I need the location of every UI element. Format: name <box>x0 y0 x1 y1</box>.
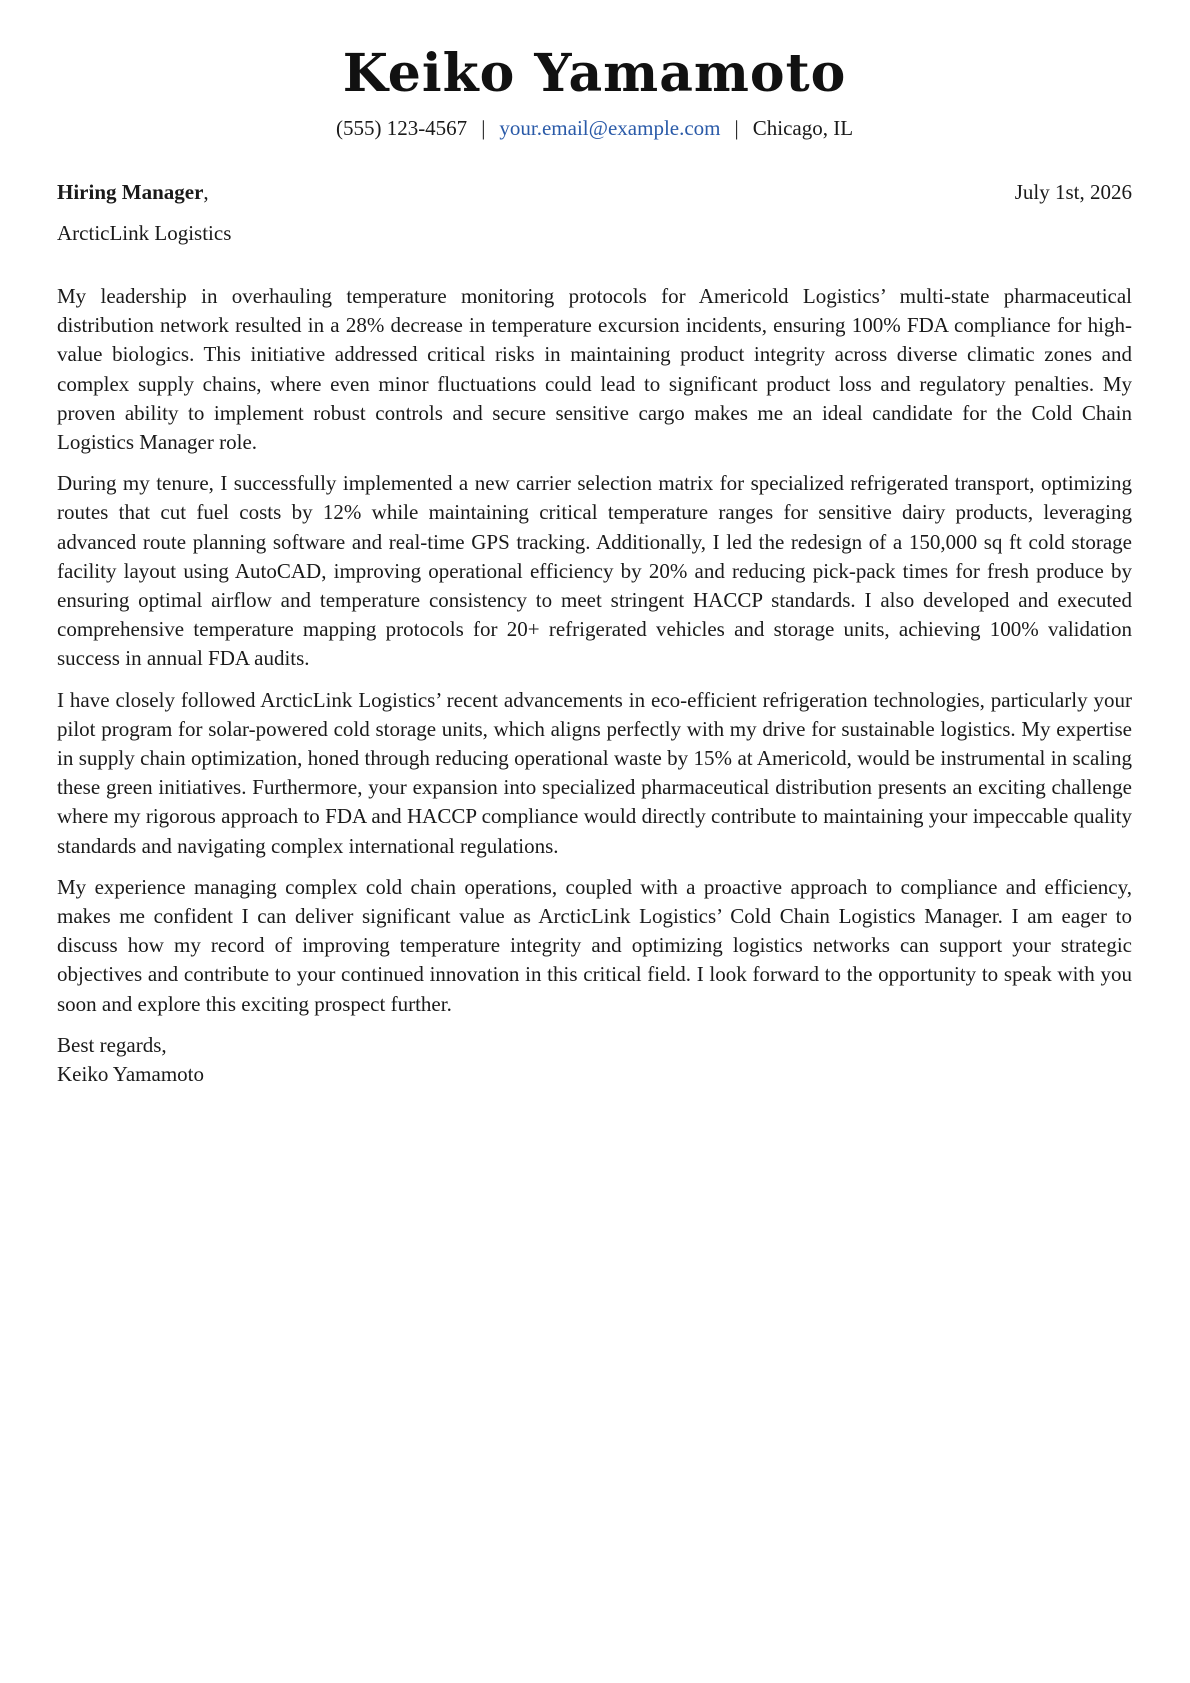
applicant-name: Keiko Yamamoto <box>342 43 847 104</box>
letter-date: July 1st, 2026 <box>1014 180 1132 204</box>
body-paragraph: I have closely followed ArcticLink Logistics’ recent advancements in eco-efficient refrigeration technologies, particularly your pilot program for solar-powered cold storage units, which aligns perfectly with my drive for sustainable logistics. My expertise in supply chain optimization, honed through reducing operational waste by 15% at Americold, would be instrumental in scaling these green initiatives. Furthermore, your expansion into specialized pharmaceutical distribution presents an exciting challenge where my rigorous approach to FDA and HACCP compliance would directly contribute to maintaining your impeccable quality standards and navigating complex international regulations. <box>57 687 1132 858</box>
recipient-name: Hiring Manager <box>57 180 204 204</box>
body-paragraph: My experience managing complex cold chain operations, coupled with a proactive approach to compliance and efficiency, makes me confident I can deliver significant value as ArcticLink Logistics’ Cold Chain Logistics Manager. I am eager to discuss how my record of improving temperature integrity and optimizing logistics networks can support your strategic objectives and contribute to your continued innovation in this critical field. I look forward to the opportunity to speak with you soon and explore this exciting prospect further. <box>57 874 1132 1016</box>
location: Chicago, IL <box>752 116 854 140</box>
recipient-company: ArcticLink Logistics <box>57 221 232 245</box>
recipient-line <box>57 178 1132 206</box>
recipient-suffix: , <box>203 180 209 204</box>
contact-line <box>57 114 1132 142</box>
closing-phrase: Best regards, <box>57 1032 167 1057</box>
signature-name: Keiko Yamamoto <box>57 1061 204 1086</box>
contact-separator: | <box>481 116 486 140</box>
contact-separator: | <box>734 116 739 140</box>
phone-number: (555) 123-4567 <box>335 116 468 140</box>
body-paragraph: My leadership in overhauling temperature monitoring protocols for Americold Logistics’ multi-state pharmaceutical distribution network resulted in a 28% decrease in temperature excursion incidents, ensuring 100% FDA compliance for high-value biologics. This initiative addressed critical risks in maintaining product integrity across diverse climatic zones and complex supply chains, where even minor fluctuations could lead to significant product loss and regulatory penalties. My proven ability to implement robust controls and secure sensitive cargo makes me an ideal candidate for the Cold Chain Logistics Manager role. <box>57 284 1132 455</box>
letter-body <box>57 282 1132 1089</box>
body-paragraph: During my tenure, I successfully implemented a new carrier selection matrix for specialized refrigerated transport, optimizing routes that cut fuel costs by 12% while maintaining critical temperature ranges for sensitive dairy products, leveraging advanced route planning software and real-time GPS tracking. Additionally, I led the redesign of a 150,000 sq ft cold storage facility layout using AutoCAD, improving operational efficiency by 20% and reducing pick-pack times for fresh produce by ensuring optimal airflow and temperature consistency to meet stringent HACCP standards. I also developed and executed comprehensive temperature mapping protocols for 20+ refrigerated vehicles and storage units, achieving 100% validation success in annual FDA audits. <box>57 471 1132 671</box>
closing-block <box>57 1031 1132 1089</box>
email-link[interactable]: your.email@example.com <box>499 116 721 140</box>
